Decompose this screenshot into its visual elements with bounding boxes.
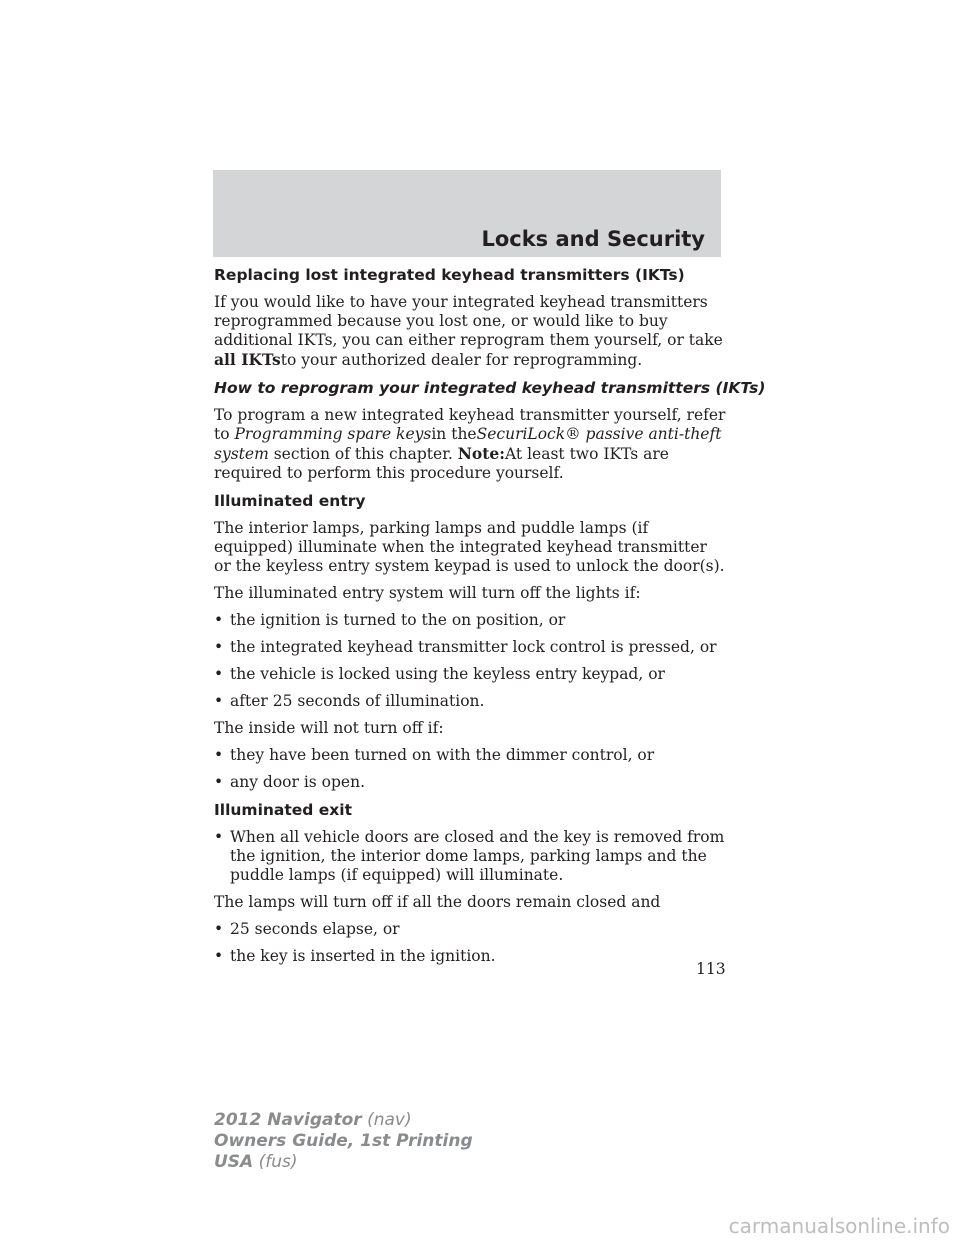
reprogram-reference-spare-keys: Programming spare keys <box>234 425 432 443</box>
footer-line-2 <box>214 1131 473 1152</box>
footer-market-code: (fus) <box>258 1152 298 1172</box>
list-item <box>214 638 726 657</box>
bullet-glyph: • <box>214 746 224 764</box>
list-item-text: the integrated keyhead transmitter lock control is pressed, or <box>230 638 717 656</box>
list-item-text: the key is inserted in the ignition. <box>230 947 496 965</box>
reprogram-reference-securilock: SecuriLock® passive anti-theft system <box>214 425 722 463</box>
bullet-glyph: • <box>214 920 224 938</box>
footer-market: USA <box>214 1152 254 1172</box>
list-item <box>214 920 726 939</box>
note-label: Note: <box>457 444 506 463</box>
inside-intro: The inside will not turn off if: <box>214 719 444 737</box>
list-item <box>214 611 726 630</box>
ikt-paragraph-end: to your authorized dealer for reprogramming. <box>280 351 643 369</box>
bullet-glyph: • <box>214 828 224 846</box>
note-text: At least two IKTs are required to perform this procedure yourself. <box>214 445 669 482</box>
list-item <box>214 665 726 684</box>
ikt-heading: Replacing lost integrated keyhead transmitters (IKTs) <box>214 266 685 284</box>
ikt-paragraph <box>214 293 726 370</box>
reprogram-paragraph <box>214 406 726 483</box>
bullet-glyph: • <box>214 947 224 965</box>
list-item <box>214 947 726 966</box>
page-number: 113 <box>696 960 726 978</box>
ikt-paragraph-bold: all IKTs <box>214 350 281 369</box>
page-content <box>214 265 766 974</box>
bullet-glyph: • <box>214 611 224 629</box>
reprogram-text: To program a new integrated keyhead transmitter yourself, refer to <box>214 406 726 443</box>
section-title: Locks and Security <box>481 227 705 251</box>
bullet-glyph: • <box>214 773 224 791</box>
list-item <box>214 828 726 885</box>
reprogram-text-2: section of this chapter. <box>268 445 458 463</box>
list-item-text: the ignition is turned to the on position, or <box>230 611 566 629</box>
footer-line-3 <box>214 1152 473 1173</box>
reprogram-in-the: in the <box>431 425 477 443</box>
entry-paragraph: The interior lamps, parking lamps and puddle lamps (if equipped) illuminate when the integrated keyhead transmitter or the keyless entry system keypad is used to unlock the door(s). <box>214 519 725 575</box>
bullet-glyph: • <box>214 692 224 710</box>
watermark: carmanualsonline.info <box>728 1214 950 1238</box>
list-item <box>214 692 726 711</box>
footer <box>214 1110 473 1173</box>
exit-off-intro: The lamps will turn off if all the doors remain closed and <box>214 893 661 911</box>
footer-guide: Owners Guide, 1st Printing <box>214 1131 473 1151</box>
list-item-text: the vehicle is locked using the keyless entry keypad, or <box>230 665 665 683</box>
reprogram-heading: How to reprogram your integrated keyhead transmitters (IKTs) <box>214 379 766 397</box>
bullet-glyph: • <box>214 665 224 683</box>
ikt-paragraph-text: If you would like to have your integrated keyhead transmitters reprogrammed because you lost one, or would like to buy additional IKTs, you can either reprogram them yourself, or take <box>214 293 723 349</box>
entry-heading: Illuminated entry <box>214 492 366 510</box>
footer-line-1 <box>214 1110 473 1131</box>
exit-heading: Illuminated exit <box>214 801 353 819</box>
list-item-text: When all vehicle doors are closed and the key is removed from the ignition, the interior dome lamps, parking lamps and the puddle lamps (if equipped) will illuminate. <box>230 828 725 884</box>
list-item-text: after 25 seconds of illumination. <box>230 692 485 710</box>
list-item <box>214 773 726 792</box>
entry-off-intro: The illuminated entry system will turn off the lights if: <box>214 584 641 602</box>
footer-model: 2012 Navigator <box>214 1110 362 1130</box>
footer-model-code: (nav) <box>367 1110 412 1130</box>
list-item-text: any door is open. <box>230 773 366 791</box>
bullet-glyph: • <box>214 638 224 656</box>
list-item <box>214 746 726 765</box>
list-item-text: 25 seconds elapse, or <box>230 920 400 938</box>
section-header-band <box>213 170 721 257</box>
list-item-text: they have been turned on with the dimmer control, or <box>230 746 655 764</box>
